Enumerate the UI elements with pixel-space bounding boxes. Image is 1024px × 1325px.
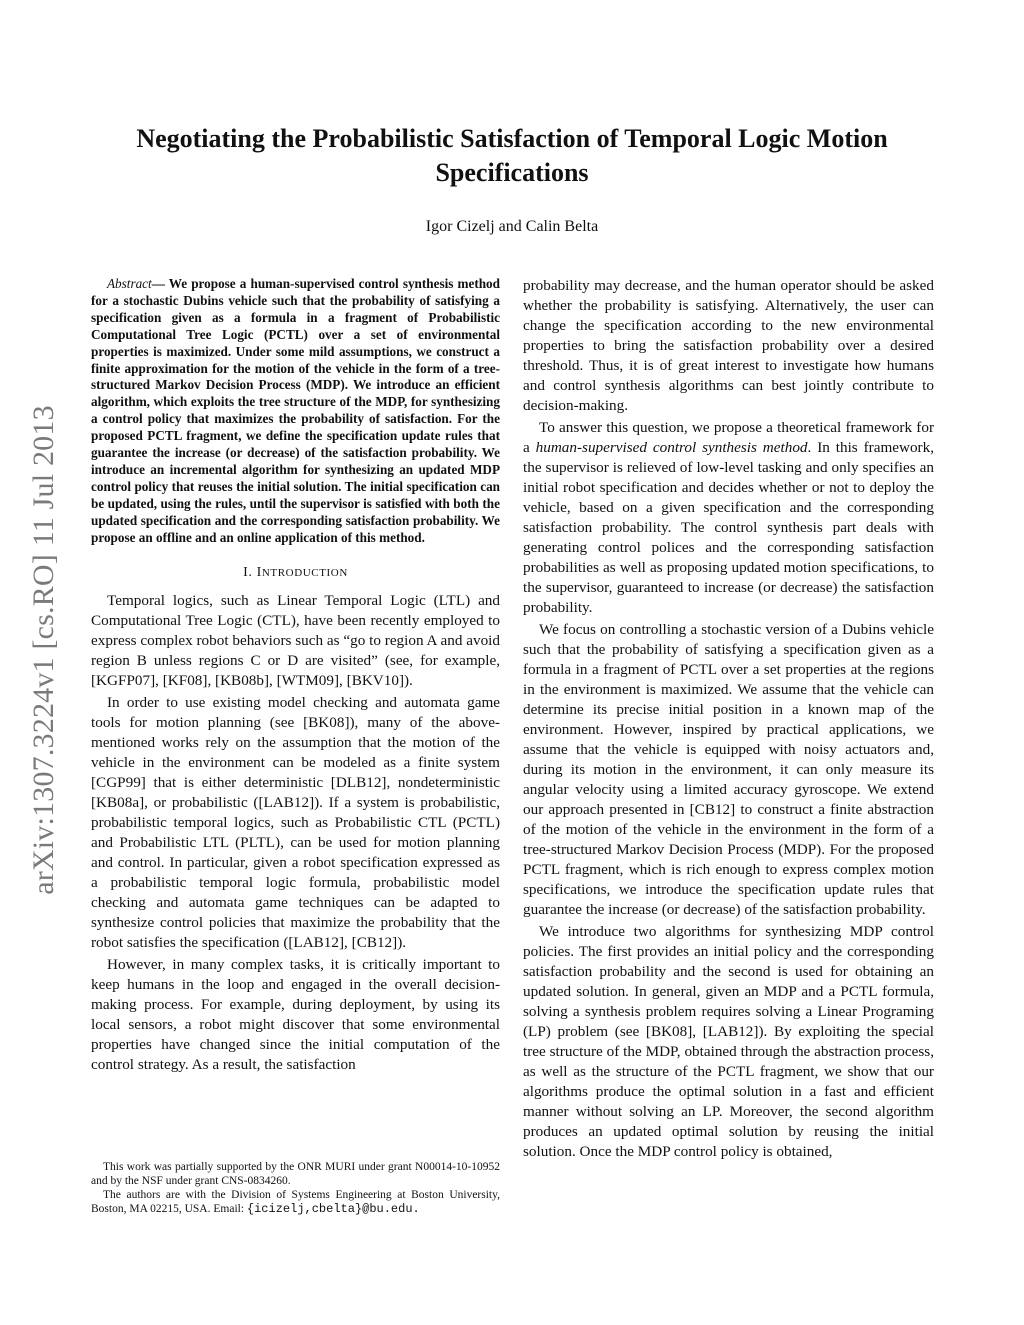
paper-authors: Igor Cizelj and Calin Belta <box>425 218 599 235</box>
right-column <box>523 276 934 1164</box>
right-paragraph-4: We introduce two algorithms for synthesizing MDP control policies. The first provides an initial policy and the corresponding satisfaction probability and the second is used for obtaining an updated solution. In general, given an MDP and a PCTL formula, solving a synthesis problem requires solving a Linear Programing (LP) problem (see [BK08], [LAB12]). By exploiting the special tree structure of the MDP, obtained through the abstraction process, as well as the structure of the PCTL fragment, we show that our algorithms produce the optimal solution in a fast and efficient manner without solving an LP. Moreover, the second algorithm produces an updated optimal solution by reusing the initial solution. Once the MDP control policy is obtained, <box>523 923 934 1160</box>
abstract <box>91 276 500 547</box>
footnote-funding: This work was partially supported by the ONR MURI under grant N00014-10-10952 and by the NSF under grant CNS-0834260. <box>91 1161 500 1187</box>
section-heading-introduction <box>91 565 500 581</box>
intro-paragraph-2: In order to use existing model checking and automata game tools for motion planning (see [BK08]), many of the above-mentioned works rely on the assumption that the motion of the vehicle in the environment can be modeled as a finite system [CGP99] that is either deterministic [DLB12], nondeterministic [KB08a], or probabilistic ([LAB12]). If a system is probabilistic, probabilistic temporal logics, such as Probabilistic CTL (PCTL) and Probabilistic LTL (PLTL), can be used for motion planning and control. In particular, given a robot specification expressed as a probabilistic temporal logic formula, probabilistic model checking and automata game techniques can be adapted to synthesize control policies that maximize the probability that the robot satisfies the specification ([LAB12], [CB12]). <box>91 693 500 951</box>
paper-title: Negotiating the Probabilistic Satisfaction of Temporal Logic Motion Specifications <box>136 124 888 187</box>
footnotes <box>91 1160 500 1216</box>
intro-paragraph-3: However, in many complex tasks, it is critically important to keep humans in the loop and engaged in the overall decision-making process. For example, during deployment, by using its local sensors, a robot might discover that some environmental properties have changed since the initial computation of the control strategy. As a result, the satisfaction <box>91 955 500 1073</box>
right-paragraph-2-emphasis: human-supervised control synthesis method <box>535 439 808 456</box>
author-email: {icizelj,cbelta}@bu.edu. <box>246 1202 420 1216</box>
section-title-initial: I <box>256 564 262 580</box>
left-column <box>91 276 500 1077</box>
right-paragraph-2-end: . In this framework, the supervisor is relieved of low-level tasking and only specifies an initial robot specification and decides whether or not to deploy the vehicle, based on a given specification and the corresponding satisfaction probability. The control synthesis part deals with generating control polices and the corresponding satisfaction probabilities as well as proposing updated motion specifications, to the supervisor, guaranteed to increase (or decrease) the satisfaction probability. <box>523 439 935 616</box>
right-paragraph-3: We focus on controlling a stochastic version of a Dubins vehicle such that the probability of satisfying a specification given as a formula in a fragment of PCTL over a set properties at the regions in the environment is maximized. We assume that the vehicle can determine its precise initial position in a known map of the environment. However, inspired by practical applications, we assume that the vehicle is equipped with noisy actuators and, during its motion in the environment, it can only measure its angular velocity using a limited accuracy gyroscope. We extend our approach presented in [CB12] to construct a finite abstraction of the motion of the vehicle in the environment in the form of a tree-structured Markov Decision Process (MDP). For the proposed PCTL fragment, which is rich enough to express complex motion specifications, we introduce the specification update rules that guarantee the increase (or decrease) of the satisfaction probability. <box>523 621 934 918</box>
right-paragraph-2-start: To answer this question, we propose a theoretical framework for a <box>523 419 934 456</box>
section-title-rest: NTRODUCTION <box>261 566 348 579</box>
abstract-label: Abstract <box>107 276 152 291</box>
footnote-affiliation-text: The authors are with the Division of Systems Engineering at Boston University, Boston, MA 02215, USA. Email: <box>91 1189 500 1215</box>
arxiv-identifier: arXiv:1307.3224v1 [cs.RO] 11 Jul 2013 <box>27 405 60 895</box>
section-numeral: I. <box>243 564 253 580</box>
arxiv-side-stamp <box>24 365 64 935</box>
right-paragraph-2 <box>523 418 934 618</box>
right-paragraph-1: probability may decrease, and the human operator should be asked whether the probability is satisfying. Alternatively, the user can change the specification according to the new environmental properties to bring the satisfaction probability over a desired threshold. Thus, it is of great interest to investigate how humans and control synthesis algorithms can best jointly contribute to decision-making. <box>523 277 934 414</box>
intro-paragraph-1: Temporal logics, such as Linear Temporal Logic (LTL) and Computational Tree Logic (CTL), have been recently employed to express complex robot behaviors such as “go to region A and avoid region B unless regions C or D are visited” (see, for example, [KGFP07], [KF08], [KB08b], [WTM09], [BKV10]). <box>91 591 500 689</box>
abstract-text: — We propose a human-supervised control synthesis method for a stochastic Dubins vehicle such that the probability of satisfying a specification given as a formula in a fragment of Probabilistic Computational Tree Logic (PCTL) over a set of environmental properties is maximized. Under some mild assumptions, we construct a finite approximation for the motion of the vehicle in the form of a tree-structured Markov Decision Process (MDP). We introduce an efficient algorithm, which exploits the tree structure of the MDP, for synthesizing a control policy that maximizes the probability of satisfaction. For the proposed PCTL fragment, we define the specification update rules that guarantee the increase (or decrease) of the satisfaction probability. We introduce an incremental algorithm for synthesizing an updated MDP control policy that reuses the initial solution. The initial specification can be updated, using the rules, until the supervisor is satisfied with both the updated specification and the corresponding satisfaction probability. We propose an offline and an online application of this method. <box>91 276 500 545</box>
footnote-affiliation <box>91 1188 500 1216</box>
